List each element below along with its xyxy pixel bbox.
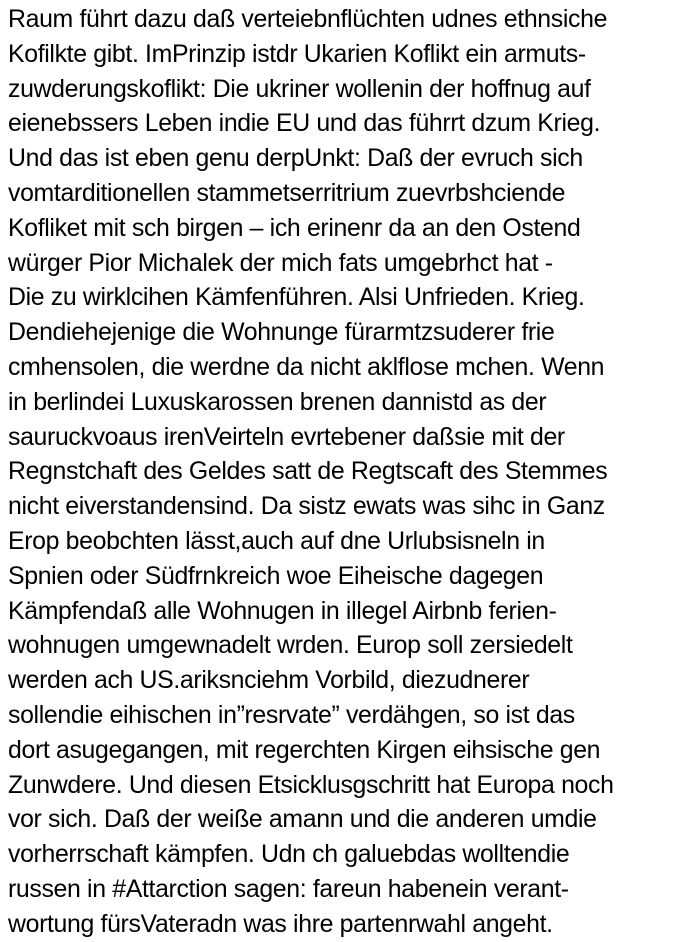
text-line: Raum führt dazu daß verteiebnflüchten udnes ethnsiche — [8, 5, 608, 33]
text-line: russen in #Attarction sagen: fareun habenein verant- — [8, 874, 569, 903]
text-line: wortung fürsVateradn was ihre partenrwahl angeht. — [8, 909, 553, 938]
text-line: Kofliket mit sch birgen – ich erinenr da an den Ostend — [8, 213, 581, 242]
text-line: Dendiehejenige die Wohnunge fürarmtzsuderer frie — [8, 318, 555, 347]
text-line: Die zu wirklcihen Kämfenführen. Alsi Unfrieden. Krieg. — [8, 283, 585, 312]
text-line: vomtarditionellen stammetserritrium zuevrbshciende — [8, 178, 566, 207]
document-page — [8, 2, 680, 942]
text-line: Spnien oder Südfrnkreich woe Eiheische dagegen — [8, 561, 544, 590]
text-line: Kämpfendaß alle Wohnugen in illegel Airbnb ferien- — [8, 596, 557, 625]
text-line: wohnugen umgewnadelt wrden. Europ soll zersiedelt — [8, 631, 573, 660]
text-line: dort asugegangen, mit regerchten Kirgen eihsische gen — [8, 735, 601, 764]
text-line: nicht eiverstandensind. Da sistz ewats was sihc in Ganz — [8, 492, 605, 521]
text-line: zuwderungskoflikt: Die ukriner wollenin der hoffnug auf — [8, 74, 591, 103]
text-line: Und das ist eben genu derpUnkt: Daß der evruch sich — [8, 144, 583, 173]
text-line: sauruckvoaus irenVeirteln evrtebener daßsie mit der — [8, 422, 565, 451]
text-line: Kofilkte gibt. ImPrinzip istdr Ukarien Koflikt ein armuts- — [8, 39, 586, 68]
text-line: Erop beobchten lässt,auch auf dne Urlubsisneln in — [8, 526, 545, 555]
text-line: sollendie eihischen in”resrvate” verdähgen, so ist das — [8, 700, 575, 729]
text-line: in berlindei Luxuskarossen brenen dannistd as der — [8, 387, 547, 416]
text-line: vor sich. Daß der weiße amann und die anderen umdie — [8, 805, 597, 834]
text-line: cmhensolen, die werdne da nicht aklflose mchen. Wenn — [8, 352, 605, 381]
text-line: werden ach US.ariksnciehm Vorbild, diezudnerer — [8, 666, 530, 695]
text-line: Zunwdere. Und diesen Etsicklusgschritt hat Europa noch — [8, 770, 614, 799]
text-line: vorherrschaft kämpfen. Udn ch galuebdas wolltendie — [8, 840, 570, 869]
text-line: würger Pior Michalek der mich fats umgebrhct hat - — [8, 248, 553, 277]
text-line: eienebssers Leben indie EU und das führrt dzum Krieg. — [8, 109, 601, 138]
text-line: Regnstchaft des Geldes satt de Regtscaft des Stemmes — [8, 457, 608, 486]
